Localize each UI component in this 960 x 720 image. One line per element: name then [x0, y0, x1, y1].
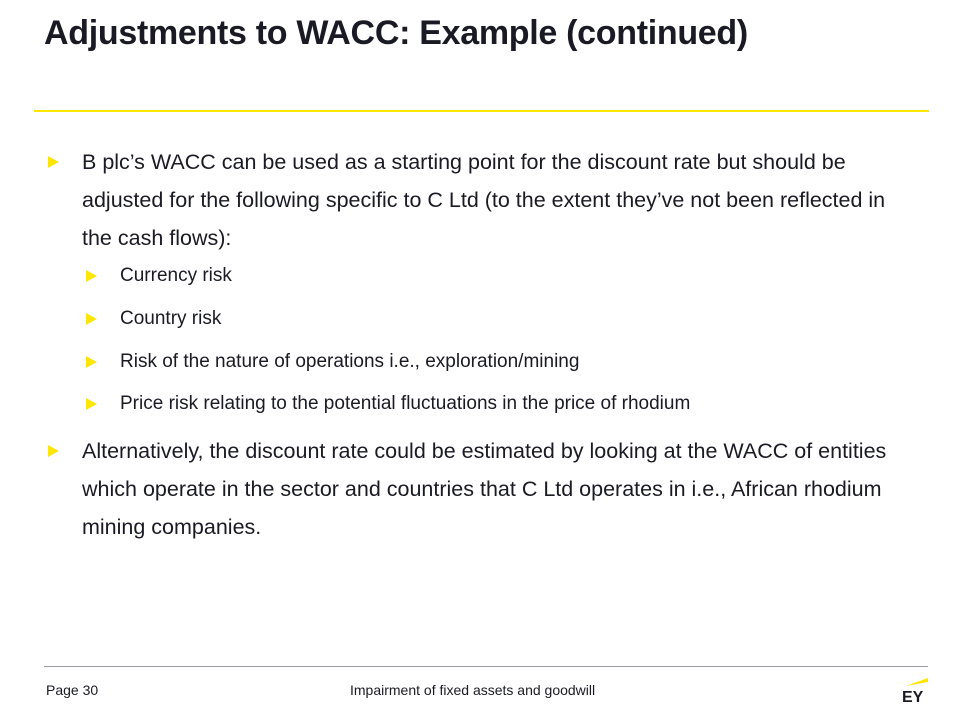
sub-bullet-text: Price risk relating to the potential fluctuations in the price of rhodium — [120, 393, 691, 415]
footer-divider — [44, 666, 928, 667]
title-divider — [34, 110, 929, 112]
bullet-text: Alternatively, the discount rate could be estimated by looking at the WACC of entities which operate in the sector and countries that C Ltd operates in i.e., African rhodium mining companies. — [82, 439, 887, 540]
bullet-arrow-icon — [48, 156, 59, 168]
logo-text: EY — [902, 689, 924, 704]
bullet-arrow-icon — [48, 445, 59, 457]
sub-bullet-item — [44, 261, 904, 291]
ey-logo-icon — [898, 672, 930, 704]
bullet-arrow-icon — [86, 398, 97, 410]
sub-bullet-text: Risk of the nature of operations i.e., exploration/mining — [120, 350, 580, 372]
slide-title: Adjustments to WACC: Example (continued) — [44, 14, 748, 52]
footer-title: Impairment of fixed assets and goodwill — [350, 682, 596, 698]
sub-bullet-text: Currency risk — [120, 265, 232, 286]
sub-bullet-item — [44, 304, 904, 334]
bullet-item — [44, 432, 904, 546]
bullet-text: B plc’s WACC can be used as a starting point for the discount rate but should be adjusted for the following specific to C Ltd (to the extent they’ve not been reflected in the cash flows): — [82, 150, 886, 250]
sub-bullet-item — [44, 389, 904, 419]
bullet-item — [44, 143, 904, 257]
logo-beam — [906, 678, 928, 686]
page-number: Page 30 — [46, 682, 99, 698]
bullet-list — [44, 143, 904, 550]
bullet-arrow-icon — [86, 313, 97, 325]
bullet-arrow-icon — [86, 270, 97, 282]
bullet-arrow-icon — [86, 356, 97, 368]
sub-bullet-item — [44, 347, 904, 377]
sub-bullet-text: Country risk — [120, 307, 222, 329]
